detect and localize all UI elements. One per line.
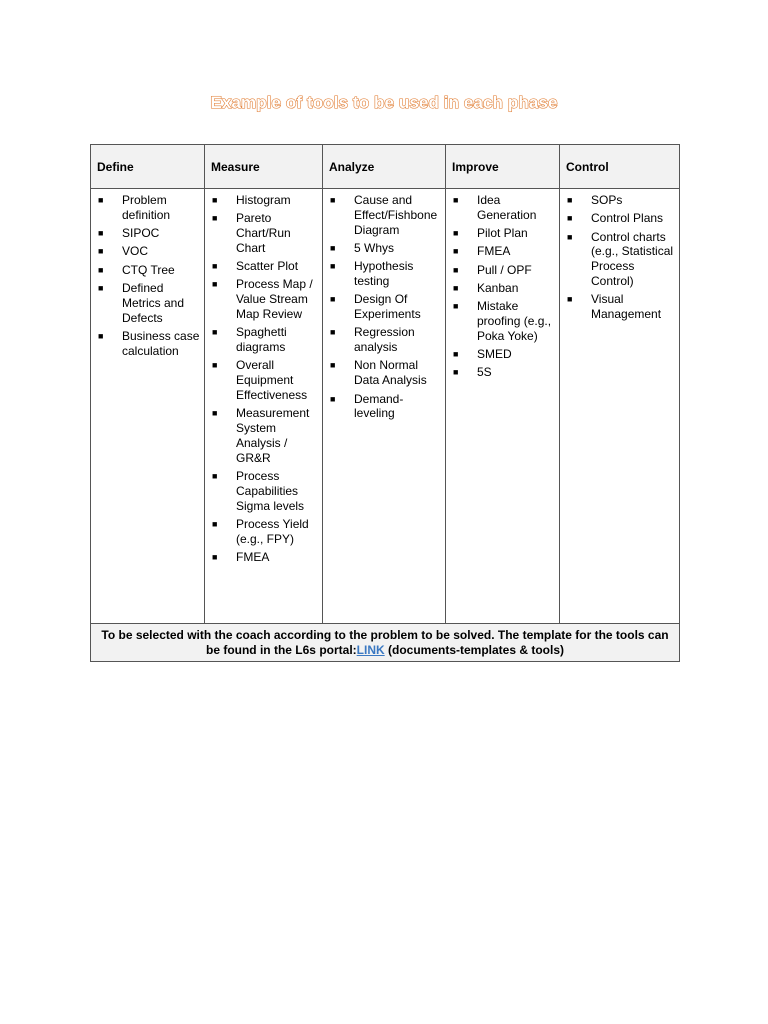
tool-label: Defined Metrics and Defects — [122, 280, 185, 325]
bullet-icon: ■ — [567, 294, 573, 305]
portal-link[interactable]: LINK — [356, 643, 385, 657]
tool-label: VOC — [122, 244, 149, 259]
tool-label: Regression analysis — [354, 325, 415, 355]
tool-label: FMEA — [236, 550, 270, 565]
bullet-icon: ■ — [453, 349, 459, 360]
bullet-icon: ■ — [212, 261, 218, 272]
bullet-icon: ■ — [98, 330, 104, 341]
tool-label: Process Yield (e.g., FPY) — [236, 516, 309, 546]
tool-item — [327, 325, 441, 355]
column-header-analyze: Analyze — [323, 145, 446, 189]
tool-item — [450, 347, 555, 362]
tools-table — [90, 144, 680, 662]
tool-item — [95, 281, 200, 325]
bullet-icon: ■ — [330, 242, 336, 253]
tool-label: Spaghetti diagrams — [236, 325, 287, 355]
footer-row — [91, 624, 680, 662]
bullet-icon: ■ — [330, 327, 336, 338]
tool-item — [209, 358, 318, 402]
tool-item — [95, 329, 200, 359]
tool-item — [564, 211, 675, 226]
tool-label: Pull / OPF — [477, 262, 532, 277]
tool-label: Overall Equipment Effectiveness — [236, 358, 308, 403]
tool-label: Demand-leveling — [354, 391, 404, 421]
tool-item — [327, 241, 441, 256]
bullet-icon: ■ — [98, 282, 104, 293]
bullet-icon: ■ — [330, 393, 336, 404]
tool-item — [95, 193, 200, 223]
tool-label: Idea Generation — [477, 193, 537, 222]
tool-label: Histogram — [236, 193, 291, 207]
tool-label: Process Map / Value Stream Map Review — [236, 277, 313, 322]
bullet-icon: ■ — [453, 301, 459, 312]
tool-label: Non Normal Data Analysis — [354, 358, 427, 388]
improve-tool-list — [450, 193, 555, 380]
tool-label: Measurement System Analysis / GR&R — [236, 406, 310, 465]
bullet-icon: ■ — [212, 408, 218, 419]
bullet-icon: ■ — [453, 246, 459, 257]
bullet-icon: ■ — [212, 360, 218, 371]
tool-item — [450, 226, 555, 241]
bullet-icon: ■ — [453, 195, 459, 205]
bullet-icon: ■ — [330, 261, 336, 272]
measure-tool-list — [209, 193, 318, 565]
tool-item — [327, 193, 441, 237]
bullet-icon: ■ — [98, 246, 104, 257]
tool-label: Mistake proofing (e.g., Poka Yoke) — [477, 299, 552, 343]
tool-label: Control Plans — [591, 211, 664, 226]
bullet-icon: ■ — [453, 282, 459, 293]
tool-label: FMEA — [477, 244, 511, 259]
column-header-define: Define — [91, 145, 205, 189]
column-header-improve: Improve — [446, 145, 560, 189]
tool-item — [450, 244, 555, 259]
footer-text-end: (documents-templates & tools) — [384, 643, 565, 657]
tools-row — [91, 189, 680, 624]
bullet-icon: ■ — [212, 471, 218, 482]
bullet-icon: ■ — [330, 360, 336, 371]
tool-label: Control charts (e.g., Statistical Process Control) — [591, 229, 674, 288]
bullet-icon: ■ — [330, 195, 336, 205]
bullet-icon: ■ — [212, 518, 218, 529]
page-title: Example of tools to be used in each phase — [210, 93, 558, 112]
tool-item — [95, 244, 200, 259]
tool-label: SIPOC — [122, 226, 160, 241]
tool-label: Cause and Effect/Fishbone Diagram — [354, 193, 438, 237]
tool-label: Scatter Plot — [236, 259, 299, 274]
bullet-icon: ■ — [212, 195, 218, 205]
tool-item — [209, 550, 318, 565]
tool-item — [450, 365, 555, 380]
tool-label: SMED — [477, 347, 512, 362]
tool-item — [209, 406, 318, 465]
analyze-tools-cell — [323, 189, 446, 624]
column-header-measure: Measure — [205, 145, 323, 189]
bullet-icon: ■ — [98, 228, 104, 239]
tool-label: Problem definition — [122, 193, 171, 222]
bullet-icon: ■ — [330, 294, 336, 305]
column-header-control: Control — [560, 145, 680, 189]
tool-item — [564, 230, 675, 289]
tool-item — [209, 193, 318, 208]
bullet-icon: ■ — [212, 552, 218, 563]
tool-label: Design Of Experiments — [354, 292, 421, 322]
tool-item — [209, 211, 318, 255]
bullet-icon: ■ — [567, 195, 573, 205]
tool-item — [95, 263, 200, 278]
tool-label: Pareto Chart/Run Chart — [236, 211, 291, 255]
tool-item — [564, 292, 675, 322]
tool-item — [209, 325, 318, 355]
tool-label: CTQ Tree — [122, 262, 175, 277]
tool-label: Process Capabilities Sigma levels — [236, 469, 305, 513]
bullet-icon: ■ — [212, 327, 218, 338]
bullet-icon: ■ — [453, 228, 459, 239]
tool-label: SOPs — [591, 193, 623, 207]
footer-text: To be selected with the coach according to the problem to be solved. The template for the tools can be found in the L6s portal: — [101, 628, 669, 657]
bullet-icon: ■ — [212, 279, 218, 290]
tool-item — [209, 469, 318, 513]
define-tools-cell — [91, 189, 205, 624]
tool-item — [450, 281, 555, 296]
bullet-icon: ■ — [453, 367, 459, 378]
tool-label: Visual Management — [591, 292, 662, 322]
measure-tools-cell — [205, 189, 323, 624]
tool-item — [564, 193, 675, 208]
control-tools-cell — [560, 189, 680, 624]
tool-label: Hypothesis testing — [354, 259, 414, 288]
bullet-icon: ■ — [212, 213, 218, 224]
tool-label: Business case calculation — [122, 328, 200, 358]
tool-item — [209, 517, 318, 547]
tool-item — [209, 277, 318, 321]
tool-label: Pilot Plan — [477, 226, 528, 241]
bullet-icon: ■ — [567, 231, 573, 242]
tool-item — [95, 226, 200, 241]
improve-tools-cell — [446, 189, 560, 624]
footer-note — [91, 624, 680, 662]
bullet-icon: ■ — [567, 213, 573, 224]
analyze-tool-list — [327, 193, 441, 421]
control-tool-list — [564, 193, 675, 322]
tool-label: 5 Whys — [354, 240, 395, 255]
bullet-icon: ■ — [453, 264, 459, 275]
tool-item — [327, 259, 441, 289]
bullet-icon: ■ — [98, 264, 104, 275]
header-row — [91, 145, 680, 189]
tool-item — [327, 358, 441, 388]
define-tool-list — [95, 193, 200, 358]
tool-label: 5S — [477, 365, 492, 380]
tool-label: Kanban — [477, 280, 519, 295]
tool-item — [450, 299, 555, 343]
tool-item — [327, 292, 441, 322]
tool-item — [327, 392, 441, 422]
bullet-icon: ■ — [98, 195, 104, 205]
tool-item — [209, 259, 318, 274]
tool-item — [450, 193, 555, 223]
tool-item — [450, 263, 555, 278]
